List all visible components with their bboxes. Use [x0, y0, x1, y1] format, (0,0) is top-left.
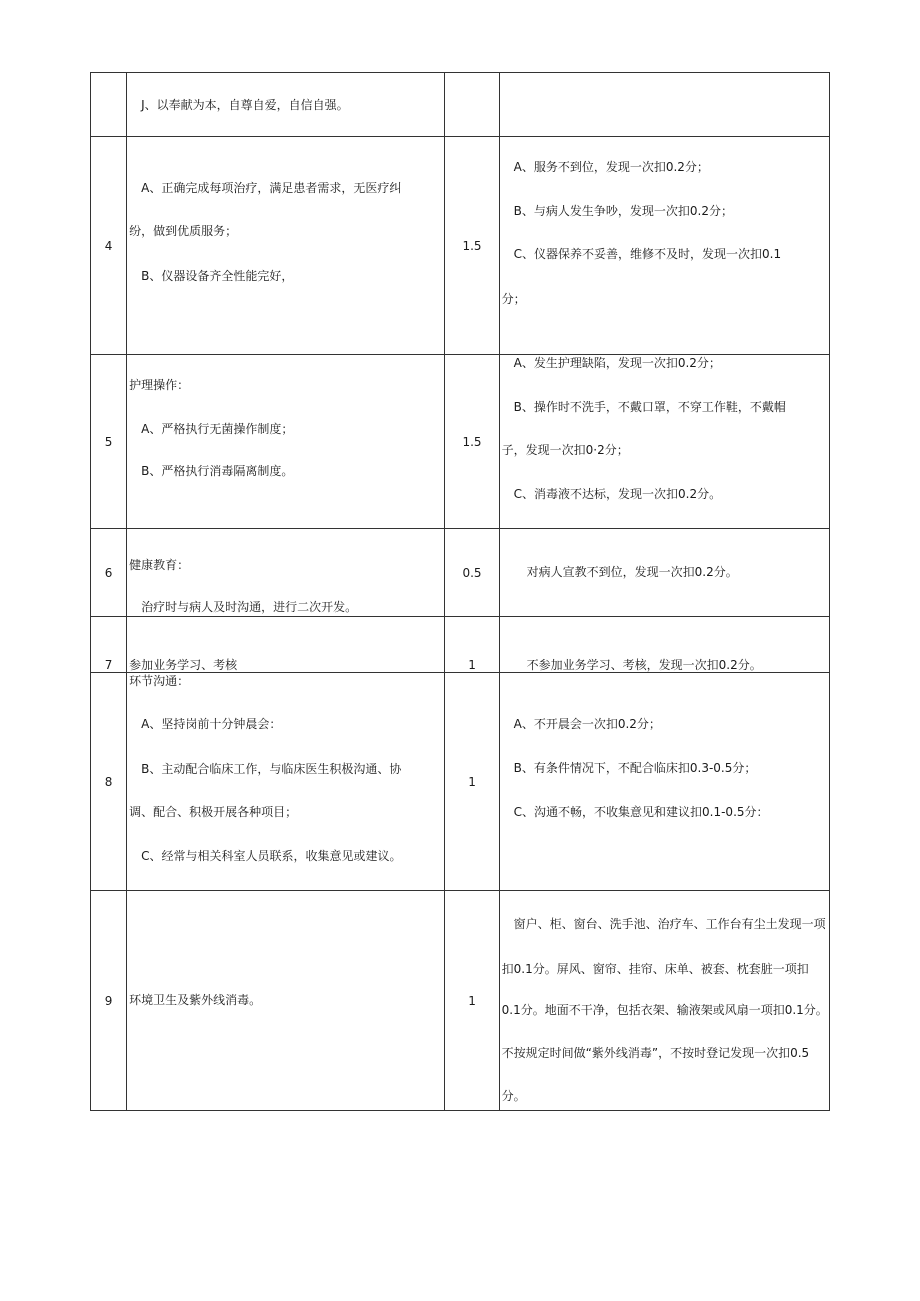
criteria-cell [499, 891, 829, 1111]
row-number: 4 [91, 137, 127, 355]
row-number: 8 [91, 673, 127, 891]
criteria-cell [499, 137, 829, 355]
content-line: B、主动配合临床工作，与临床医生积极沟通、协 [141, 762, 402, 776]
content-line: A、坚持岗前十分钟晨会： [141, 717, 282, 731]
score-cell: 1 [445, 891, 499, 1111]
content-cell [127, 73, 445, 137]
criteria-line: 分。 [501, 1089, 526, 1103]
criteria-line: C、消毒液不达标，发现一次扣0.2分。 [513, 487, 722, 501]
criteria-cell [499, 617, 829, 673]
table-row [91, 137, 830, 355]
content-line: 护理操作： [129, 378, 190, 392]
content-line: C、经常与相关科室人员联系，收集意见或建议。 [141, 849, 402, 863]
content-line: 调、配合、积极开展各种项目； [129, 805, 298, 819]
content-line: 环境卫生及紫外线消毒。 [129, 993, 262, 1007]
row-number [91, 73, 127, 137]
criteria-line: C、仪器保养不妥善，维修不及时，发现一次扣0.1 [513, 247, 782, 261]
content-line: 治疗时与病人及时沟通，进行二次开发。 [141, 600, 358, 614]
evaluation-table [90, 72, 830, 1111]
criteria-line: 0.1分。地面不干净，包括衣架、输液架或风扇一项扣0.1分。 [501, 1003, 828, 1017]
criteria-line: A、服务不到位，发现一次扣0.2分； [513, 160, 709, 174]
row-number: 5 [91, 355, 127, 529]
content-line: 纷，做到优质服务； [129, 224, 238, 238]
row-number: 6 [91, 529, 127, 617]
content-line: 健康教育： [129, 558, 190, 572]
table-row [91, 73, 830, 137]
criteria-cell [499, 673, 829, 891]
criteria-line: A、发生护理缺陷，发现一次扣0.2分； [513, 356, 721, 370]
content-cell [127, 891, 445, 1111]
criteria-line: 窗户、柜、窗台、洗手池、治疗车、工作台有尘土发现一项 [513, 917, 826, 931]
content-line: A、正确完成每项治疗，满足患者需求，无医疗纠 [141, 181, 402, 195]
score-cell: 1 [445, 617, 499, 673]
content-cell [127, 529, 445, 617]
score-cell: 1.5 [445, 137, 499, 355]
content-line: 参加业务学习、考核 [129, 658, 238, 672]
score-cell: 1 [445, 673, 499, 891]
criteria-cell [499, 355, 829, 529]
criteria-line: C、沟通不畅，不收集意见和建议扣0.1-0.5分： [513, 805, 769, 819]
criteria-line: 子，发现一次扣0·2分； [501, 443, 629, 457]
row-number: 9 [91, 891, 127, 1111]
criteria-line: 不参加业务学习、考核，发现一次扣0.2分。 [526, 658, 762, 672]
content-line: J、以奉献为本，自尊自爱，自信自强。 [141, 98, 349, 112]
row-number: 7 [91, 617, 127, 673]
criteria-line: 不按规定时间做“紫外线消毒”，不按时登记发现一次扣0.5 [501, 1046, 810, 1060]
score-cell: 1.5 [445, 355, 499, 529]
table-row [91, 891, 830, 1111]
criteria-line: 扣0.1分。屏风、窗帘、挂帘、床单、被套、枕套脏一项扣 [501, 962, 809, 976]
criteria-cell [499, 73, 829, 137]
content-line: B、严格执行消毒隔离制度。 [141, 464, 294, 478]
criteria-line: B、操作时不洗手，不戴口罩，不穿工作鞋，不戴帽 [513, 400, 786, 414]
score-cell [445, 73, 499, 137]
criteria-line: B、有条件情况下，不配合临床扣0.3-0.5分； [513, 761, 757, 775]
content-line: A、严格执行无菌操作制度； [141, 422, 294, 436]
criteria-cell [499, 529, 829, 617]
content-cell [127, 355, 445, 529]
criteria-line: B、与病人发生争吵，发现一次扣0.2分； [513, 204, 733, 218]
content-line: 环节沟通： [129, 674, 190, 688]
content-cell [127, 673, 445, 891]
table-row [91, 617, 830, 673]
table-row [91, 355, 830, 529]
content-cell [127, 137, 445, 355]
table-row [91, 529, 830, 617]
score-cell: 0.5 [445, 529, 499, 617]
content-cell [127, 617, 445, 673]
content-line: B、仪器设备齐全性能完好， [141, 269, 294, 283]
criteria-line: 对病人宣教不到位，发现一次扣0.2分。 [526, 565, 738, 579]
table-row [91, 673, 830, 891]
criteria-line: 分； [501, 292, 526, 306]
criteria-line: A、不开晨会一次扣0.2分； [513, 717, 661, 731]
